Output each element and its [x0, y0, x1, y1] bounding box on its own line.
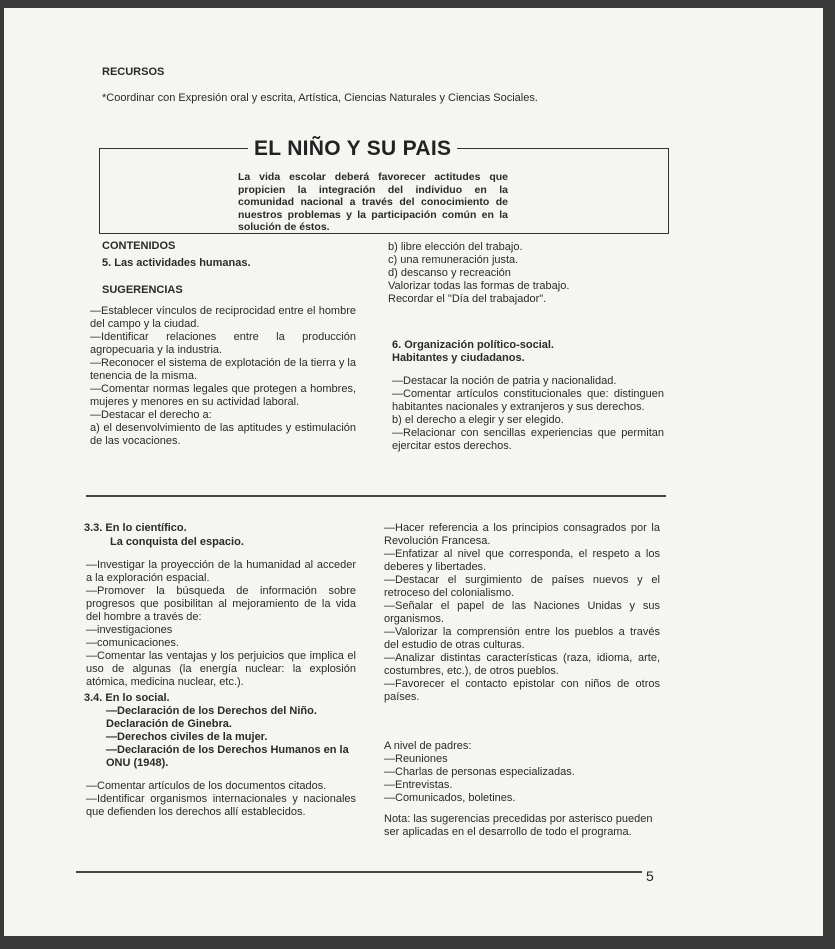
recursos-heading: RECURSOS [102, 66, 165, 78]
sugerencias-list [90, 305, 356, 448]
contenidos-heading: CONTENIDOS [102, 240, 176, 252]
list-item: —Comentar las ventajas y los perjuicios que implica el uso de algunas (la energía nuclear: la explosión atómica, medicina nuclear, etc.). [86, 650, 356, 688]
right-top-list [388, 241, 668, 306]
list-item: —Reuniones [384, 753, 448, 765]
sugerencias-heading: SUGERENCIAS [102, 284, 183, 296]
footer-rule [76, 871, 642, 873]
list-item: —Destacar el surgimiento de países nuevos y el retroceso del colonialismo. [384, 574, 660, 599]
list-item: —Enfatizar al nivel que corresponda, el respeto a los deberes y libertades. [384, 548, 660, 573]
organizacion-heading: 6. Organización político-social. [392, 339, 554, 351]
list-item: —comunicaciones. [86, 637, 179, 649]
list-item: —Favorecer el contacto epistolar con niños de otros países. [384, 678, 660, 703]
cientifico-heading: 3.3. En lo científico. [84, 522, 187, 534]
habitantes-heading: Habitantes y ciudadanos. [392, 352, 525, 364]
page-number: 5 [646, 868, 654, 884]
list-item: —investigaciones [86, 624, 173, 636]
section-divider [86, 495, 666, 497]
list-item: —Comentar artículos constitucionales que: distinguen habitantes nacionales y extranjeros y sus derechos. [392, 388, 664, 413]
list-item: —Entrevistas. [384, 779, 453, 791]
list-item: —Analizar distintas características (raza, idioma, arte, costumbres, etc.), de otros pueblos. [384, 652, 660, 677]
list-item: —Derechos civiles de la mujer. [106, 731, 268, 743]
nota-text: Nota: las sugerencias precedidas por asterisco pueden ser aplicadas en el desarrollo de todo el programa. [384, 813, 653, 838]
list-item: —Investigar la proyección de la humanidad al acceder a la exploración espacial. [86, 559, 356, 584]
cientifico-list [86, 559, 356, 689]
social-heading: 3.4. En lo social. [84, 692, 170, 704]
list-item: —Identificar organismos internacionales y nacionales que defienden los derechos allí establecidos. [86, 793, 356, 818]
list-item: a) el desenvolvimiento de las aptitudes y estimulación de las vocaciones. [90, 422, 356, 447]
list-item: b) libre elección del trabajo. [388, 241, 523, 253]
document-page [4, 8, 823, 936]
list-item: —Establecer vínculos de reciprocidad entre el hombre del campo y la ciudad. [90, 305, 356, 330]
list-item: b) el derecho a elegir y ser elegido. [392, 414, 564, 426]
section-intro: La vida escolar deberá favorecer actitudes que propicien la integración del individuo en la comunidad nacional a través del conocimiento de nuestros problemas y la participación común en la solución de éstos. [238, 171, 508, 233]
recursos-text: *Coordinar con Expresión oral y escrita, Artística, Ciencias Naturales y Ciencias Sociales. [102, 92, 538, 104]
list-item: —Valorizar la comprensión entre los pueblos a través del estudio de otras culturas. [384, 626, 660, 651]
padres-heading: A nivel de padres: [384, 740, 472, 752]
list-item: Declaración de Ginebra. [106, 718, 232, 730]
padres-list [384, 753, 654, 805]
section-title: EL NIÑO Y SU PAIS [248, 135, 457, 163]
list-item: c) una remuneración justa. [388, 254, 519, 266]
list-item: —Comunicados, boletines. [384, 792, 516, 804]
list-item: —Hacer referencia a los principios consagrados por la Revolución Francesa. [384, 522, 660, 547]
list-item: —Reconocer el sistema de explotación de la tierra y la tenencia de la misma. [90, 357, 356, 382]
espacio-heading: La conquista del espacio. [110, 536, 244, 548]
list-item: —Destacar el derecho a: [90, 409, 212, 421]
social-list-2 [86, 780, 356, 819]
list-item: —Comentar artículos de los documentos citados. [86, 780, 327, 792]
list-item: d) descanso y recreación [388, 267, 511, 279]
list-item: —Señalar el papel de las Naciones Unidas y sus organismos. [384, 600, 660, 625]
list-item: —Relacionar con sencillas experiencias que permitan ejercitar estos derechos. [392, 427, 664, 452]
list-item: —Promover la búsqueda de información sobre progresos que posibilitan al mejoramiento de la vida del hombre a través de: [86, 585, 356, 623]
list-item: Valorizar todas las formas de trabajo. [388, 280, 570, 292]
list-item: —Declaración de los Derechos del Niño. [106, 705, 317, 717]
list-item: —Destacar la noción de patria y nacionalidad. [392, 375, 617, 387]
list-item: —Declaración de los Derechos Humanos en la ONU (1948). [106, 744, 349, 769]
list-item: —Charlas de personas especializadas. [384, 766, 575, 778]
right-top-list-2 [392, 375, 664, 453]
right-bottom-list [384, 522, 660, 704]
list-item: —Comentar normas legales que protegen a hombres, mujeres y menores en su actividad laboral. [90, 383, 356, 408]
list-item: —Identificar relaciones entre la producción agropecuaria y la industria. [90, 331, 356, 356]
contenidos-item: 5. Las actividades humanas. [102, 257, 251, 269]
social-list [106, 705, 356, 770]
list-item: Recordar el "Día del trabajador". [388, 293, 547, 305]
